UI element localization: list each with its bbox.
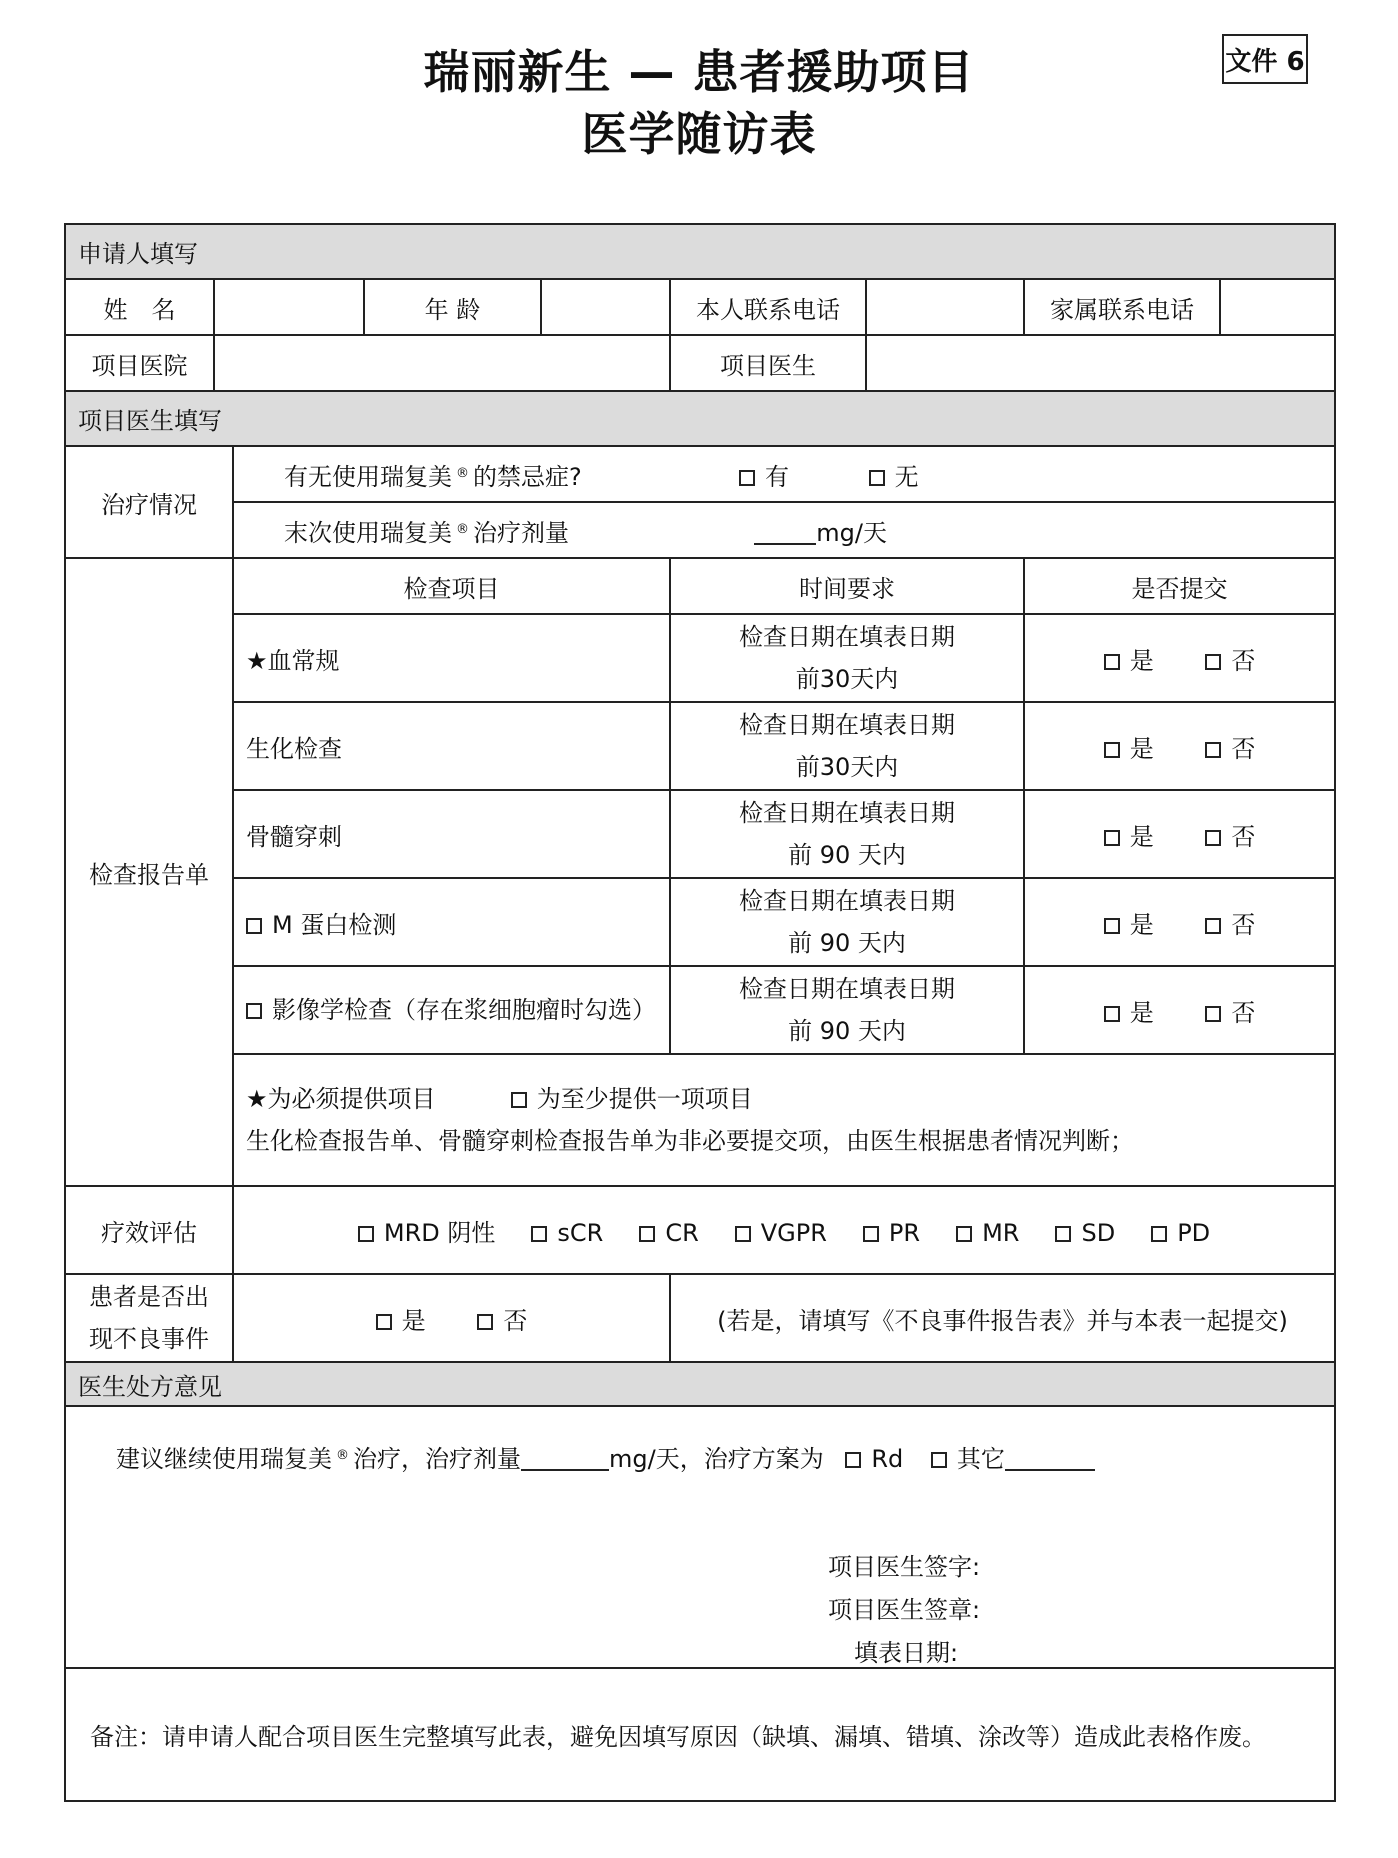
exam-time-requirement: 检查日期在填表日期 前30天内 xyxy=(670,702,1024,790)
efficacy-option[interactable]: PD xyxy=(1151,1219,1210,1247)
submit-yes-option[interactable]: 是 xyxy=(1104,729,1154,764)
checkbox-icon[interactable] xyxy=(246,918,262,934)
adverse-event-label: 患者是否出 现不良事件 xyxy=(65,1274,233,1362)
exam-item: ★血常规 xyxy=(233,614,670,702)
family-phone-field[interactable] xyxy=(1220,279,1335,335)
exam-time-requirement: 检查日期在填表日期 前30天内 xyxy=(670,614,1024,702)
submit-no-option[interactable]: 否 xyxy=(1205,817,1255,852)
checkbox-icon[interactable] xyxy=(1055,1226,1071,1242)
name-label: 姓 名 xyxy=(65,279,214,335)
exam-item: 骨髓穿刺 xyxy=(233,790,670,878)
checkbox-icon[interactable] xyxy=(1205,742,1221,758)
last-dose-blank[interactable] xyxy=(754,519,816,545)
efficacy-option[interactable]: VGPR xyxy=(735,1219,827,1247)
adverse-yes-option[interactable]: 是 xyxy=(376,1301,426,1336)
submit-no-option[interactable]: 否 xyxy=(1205,993,1255,1028)
self-phone-label: 本人联系电话 xyxy=(670,279,866,335)
regimen-other-blank[interactable] xyxy=(1005,1445,1095,1471)
family-phone-label: 家属联系电话 xyxy=(1024,279,1220,335)
exam-submit-header: 是否提交 xyxy=(1024,558,1335,614)
checkbox-icon[interactable] xyxy=(931,1452,947,1468)
doctor-signature-label: 项目医生签字: xyxy=(828,1553,981,1581)
checkbox-icon[interactable] xyxy=(1104,830,1120,846)
treatment-label: 治疗情况 xyxy=(65,446,233,558)
name-field[interactable] xyxy=(214,279,364,335)
exam-submit-options xyxy=(1024,966,1335,1054)
checkbox-icon[interactable] xyxy=(956,1226,972,1242)
efficacy-option[interactable]: CR xyxy=(639,1219,698,1247)
efficacy-label: 疗效评估 xyxy=(65,1186,233,1274)
efficacy-option[interactable]: SD xyxy=(1055,1219,1115,1247)
checkbox-icon[interactable] xyxy=(1151,1226,1167,1242)
document-number-label: 文件 6 xyxy=(1222,34,1308,84)
checkbox-icon[interactable] xyxy=(246,1003,262,1019)
submit-yes-option[interactable]: 是 xyxy=(1104,993,1154,1028)
exam-item: 生化检查 xyxy=(233,702,670,790)
checkbox-icon[interactable] xyxy=(735,1226,751,1242)
exam-time-requirement: 检查日期在填表日期 前 90 天内 xyxy=(670,966,1024,1054)
exam-item[interactable]: 影像学检查（存在浆细胞瘤时勾选） xyxy=(233,966,670,1054)
adverse-event-note: (若是，请填写《不良事件报告表》并与本表一起提交) xyxy=(670,1274,1335,1362)
checkbox-icon[interactable] xyxy=(845,1452,861,1468)
checkbox-icon xyxy=(511,1092,527,1108)
form-title: 瑞丽新生 — 患者援助项目 xyxy=(423,45,975,99)
checkbox-icon[interactable] xyxy=(477,1314,493,1330)
fill-date-label: 填表日期: xyxy=(854,1639,959,1667)
prescription-section-header: 医生处方意见 xyxy=(65,1362,1335,1406)
efficacy-options xyxy=(233,1186,1335,1274)
last-dose-row: 末次使用瑞复美 ® 治疗剂量 mg/天 xyxy=(233,502,1335,558)
submit-no-option[interactable]: 否 xyxy=(1205,641,1255,676)
follow-up-form-table xyxy=(64,223,1336,1802)
checkbox-icon[interactable] xyxy=(1104,918,1120,934)
contraindication-no-option[interactable]: 无 xyxy=(869,457,919,492)
efficacy-option[interactable]: PR xyxy=(863,1219,920,1247)
checkbox-icon[interactable] xyxy=(376,1314,392,1330)
checkbox-icon[interactable] xyxy=(1205,830,1221,846)
submit-yes-option[interactable]: 是 xyxy=(1104,905,1154,940)
prescription-line: 建议继续使用瑞复美 ® 治疗，治疗剂量 mg/天，治疗方案为 Rd 其它 xyxy=(116,1439,1101,1474)
exam-report-label: 检查报告单 xyxy=(65,558,233,1186)
checkbox-icon[interactable] xyxy=(869,470,885,486)
exam-time-requirement: 检查日期在填表日期 前 90 天内 xyxy=(670,878,1024,966)
checkbox-icon[interactable] xyxy=(1205,918,1221,934)
exam-submit-options xyxy=(1024,614,1335,702)
contraindication-row: 有无使用瑞复美 ® 的禁忌症? 有 无 xyxy=(233,446,1335,502)
checkbox-icon[interactable] xyxy=(531,1226,547,1242)
exam-time-requirement: 检查日期在填表日期 前 90 天内 xyxy=(670,790,1024,878)
checkbox-icon[interactable] xyxy=(863,1226,879,1242)
prescription-body xyxy=(65,1406,1335,1668)
exam-submit-options xyxy=(1024,878,1335,966)
doctor-stamp-label: 项目医生签章: xyxy=(828,1596,981,1624)
checkbox-icon[interactable] xyxy=(1104,654,1120,670)
adverse-no-option[interactable]: 否 xyxy=(477,1301,527,1336)
age-field[interactable] xyxy=(541,279,670,335)
submit-no-option[interactable]: 否 xyxy=(1205,729,1255,764)
exam-submit-options xyxy=(1024,790,1335,878)
age-label: 年 龄 xyxy=(364,279,541,335)
efficacy-option[interactable]: MRD 阴性 xyxy=(358,1213,496,1248)
checkbox-icon[interactable] xyxy=(1205,654,1221,670)
efficacy-option[interactable]: sCR xyxy=(531,1219,603,1247)
exam-submit-options xyxy=(1024,702,1335,790)
submit-yes-option[interactable]: 是 xyxy=(1104,817,1154,852)
exam-item-header: 检查项目 xyxy=(233,558,670,614)
regimen-rd-option[interactable]: Rd xyxy=(845,1445,903,1473)
doctor-field[interactable] xyxy=(866,335,1335,391)
checkbox-icon[interactable] xyxy=(639,1226,655,1242)
applicant-section-header: 申请人填写 xyxy=(65,224,1335,279)
prescription-dose-blank[interactable] xyxy=(521,1445,609,1471)
hospital-label: 项目医院 xyxy=(65,335,214,391)
checkbox-icon[interactable] xyxy=(1205,1006,1221,1022)
doctor-section-header: 项目医生填写 xyxy=(65,391,1335,446)
adverse-event-options xyxy=(233,1274,670,1362)
submit-yes-option[interactable]: 是 xyxy=(1104,641,1154,676)
self-phone-field[interactable] xyxy=(866,279,1024,335)
checkbox-icon[interactable] xyxy=(739,470,755,486)
hospital-field[interactable] xyxy=(214,335,670,391)
regimen-other-option[interactable]: 其它 xyxy=(931,1439,1095,1474)
efficacy-option[interactable]: MR xyxy=(956,1219,1019,1247)
footer-note: 备注：请申请人配合项目医生完整填写此表，避免因填写原因（缺填、漏填、错填、涂改等）造成此表格作废。 xyxy=(65,1668,1335,1801)
checkbox-icon[interactable] xyxy=(1104,742,1120,758)
exam-time-header: 时间要求 xyxy=(670,558,1024,614)
doctor-label: 项目医生 xyxy=(670,335,866,391)
checkbox-icon[interactable] xyxy=(1104,1006,1120,1022)
exam-notes: ★为必须提供项目 为至少提供一项项目 生化检查报告单、骨髓穿刺检查报告单为非必要提交项，由医生根据患者情况判断； xyxy=(233,1054,1335,1186)
contraindication-yes-option[interactable]: 有 xyxy=(739,457,789,492)
checkbox-icon[interactable] xyxy=(358,1226,374,1242)
form-subtitle: 医学随访表 xyxy=(581,107,817,161)
exam-item[interactable]: M 蛋白检测 xyxy=(233,878,670,966)
submit-no-option[interactable]: 否 xyxy=(1205,905,1255,940)
